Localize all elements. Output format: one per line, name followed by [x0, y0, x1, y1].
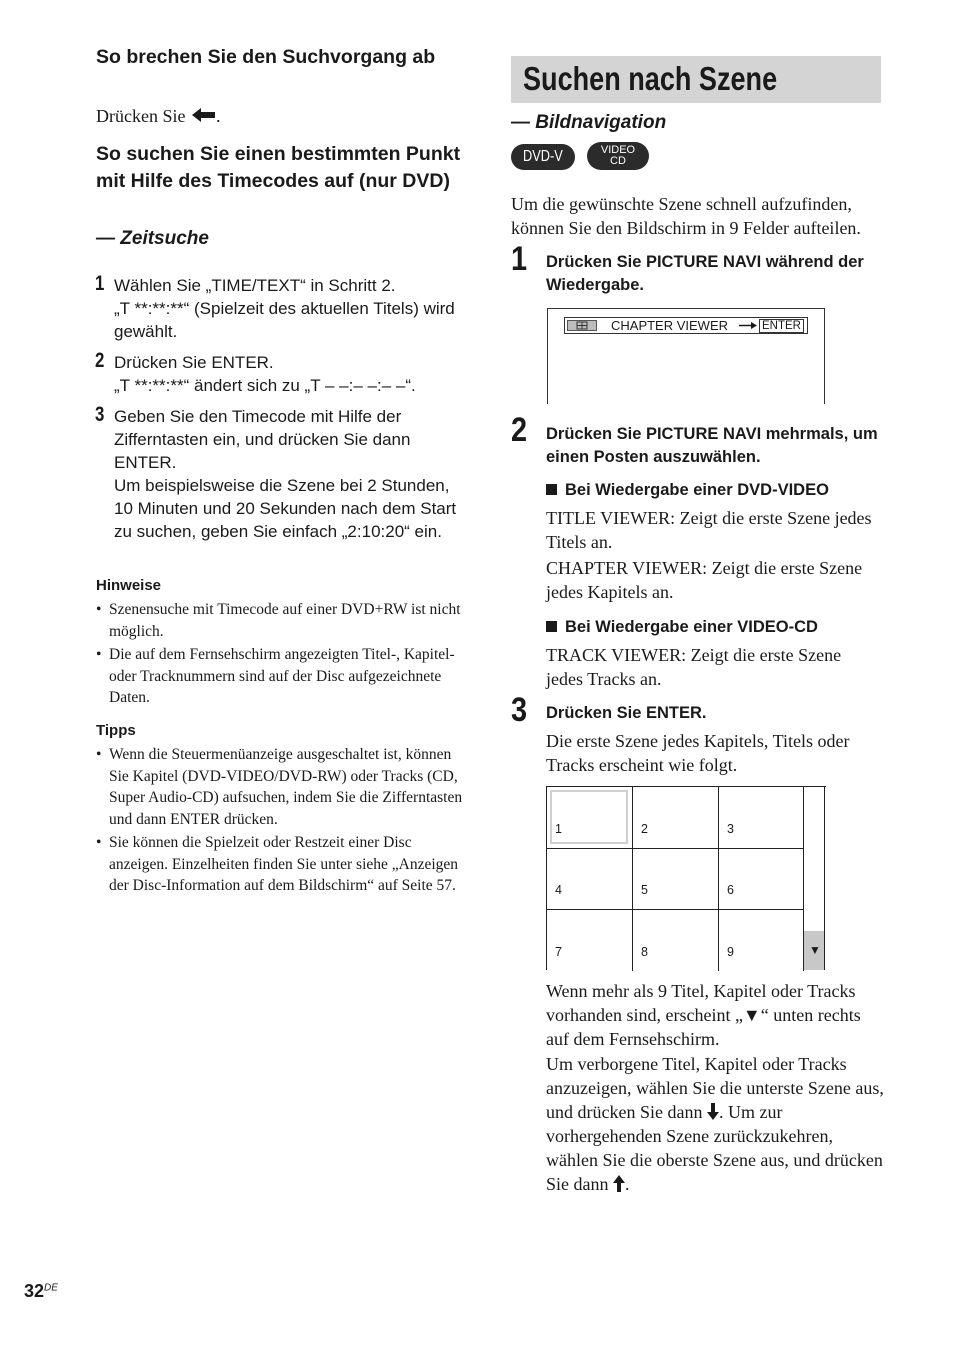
scene-number: 3	[727, 822, 734, 836]
left-step-3	[114, 405, 469, 543]
intro-text: Um die gewünschte Szene schnell aufzufinden, können Sie den Bildschirm in 9 Felder aufteilen.	[511, 194, 861, 238]
page-number-value: 32	[24, 1281, 45, 1301]
scroll-down-arrow-icon: ▼	[809, 943, 821, 957]
timecode-subtitle: — Zeitsuche	[96, 228, 209, 249]
scene-number: 2	[641, 822, 648, 836]
left-step-1-line-2: „T **:**:**“ (Spielzeit des aktuellen Titels) wird gewählt.	[114, 299, 455, 341]
para-more-titles: Wenn mehr als 9 Titel, Kapitel oder Tracks vorhanden sind, erscheint „▼“ unten rechts auf dem Fernsehschirm.	[546, 981, 861, 1049]
osd-label: CHAPTER VIEWER	[611, 318, 729, 333]
scene-cell[interactable]	[547, 787, 633, 849]
para-hidden-titles	[546, 1052, 886, 1196]
left-step-3-line-2: Um beispielsweise die Szene bei 2 Stunden, 10 Minuten und 20 Sekunden nach dem Start zu suchen, geben Sie einfach „2:10:20“ ein.	[114, 476, 457, 541]
para-hidden-c: .	[625, 1174, 630, 1194]
osd-enter: ENTER	[759, 319, 804, 333]
vcd-heading-row	[546, 616, 886, 639]
scene-cell[interactable]	[633, 910, 719, 971]
dvd-line: TITLE VIEWER: Zeigt die erste Szene jedes Titels an.	[546, 508, 872, 552]
left-step-2-number: 2	[95, 349, 105, 372]
scene-number: 7	[555, 945, 562, 959]
tipps-item: • Sie können die Spielzeit oder Restzeit einer Disc anzeigen. Einzelheiten finden Sie unter siehe „Anzeigen der Disc-Information auf dem Bildschirm“ auf Seite 57.	[96, 832, 468, 897]
dvd-heading-row	[546, 479, 886, 502]
scene-number: 5	[641, 883, 648, 897]
osd-bar	[564, 317, 808, 334]
para-hidden-a: Um verborgene Titel, Kapitel oder Tracks anzuzeigen, wählen Sie die unterste Szene aus, und drücken Sie dann	[546, 1054, 884, 1122]
scene-cell[interactable]	[719, 849, 804, 910]
vcd-line: TRACK VIEWER: Zeigt die erste Szene jedes Tracks an.	[546, 645, 842, 689]
page-number-suffix: DE	[44, 1282, 58, 1294]
left-step-3-number: 3	[95, 403, 105, 426]
section-title-bar	[511, 56, 881, 103]
cancel-text-label: Drücken Sie	[96, 106, 186, 126]
right-step-1-number: 1	[511, 240, 528, 278]
vcd-heading: Bei Wiedergabe einer VIDEO-CD	[565, 618, 818, 636]
right-step-3-text: Drücken Sie ENTER.	[546, 704, 707, 722]
dvd-video-badge-label: DVD-V	[523, 148, 563, 165]
scene-grid	[546, 786, 826, 970]
right-arrow-icon	[739, 321, 757, 330]
hinweise-item: • Szenensuche mit Timecode auf einer DVD+RW ist nicht möglich.	[96, 599, 468, 642]
scroll-down-button[interactable]	[804, 931, 824, 970]
tipps-heading: Tipps	[96, 722, 136, 739]
hinweise-list	[96, 599, 468, 709]
video-cd-badge-bottom: CD	[610, 155, 626, 167]
dvd-video-badge	[511, 144, 575, 170]
left-step-1-line-1: Wählen Sie „TIME/TEXT“ in Schritt 2.	[114, 276, 396, 295]
cancel-text	[96, 104, 476, 128]
dvd-list	[546, 506, 886, 604]
square-bullet-icon	[546, 621, 557, 632]
left-step-1	[114, 274, 469, 343]
right-step-2-number: 2	[511, 411, 528, 449]
scene-cell[interactable]	[719, 787, 804, 849]
scene-cell[interactable]	[719, 910, 804, 971]
left-step-3-line-1: Geben Sie den Timecode mit Hilfe der Zifferntasten ein, und drücken Sie dann ENTER.	[114, 407, 411, 472]
section-subtitle: — Bildnavigation	[511, 112, 667, 133]
hinweise-item: • Die auf dem Fernsehschirm angezeigten Titel-, Kapitel- oder Tracknummern sind auf der Disc aufgezeichnete Daten.	[96, 644, 468, 709]
right-step-3-desc: Die erste Szene jedes Kapitels, Titels oder Tracks erscheint wie folgt.	[546, 731, 850, 775]
left-step-1-number: 1	[95, 272, 105, 295]
right-step-1-text: Drücken Sie PICTURE NAVI während der Wiedergabe.	[546, 253, 864, 294]
chapter-viewer-icon	[568, 321, 596, 330]
left-step-2	[114, 351, 469, 397]
tipps-item: • Wenn die Steuermenüanzeige ausgeschaltet ist, können Sie Kapitel (DVD-VIDEO/DVD-RW) oder Tracks (CD, Super Audio-CD) aufsuchen, indem Sie die Zifferntasten und dann ENTER drücken.	[96, 744, 468, 830]
osd-icon-bg	[567, 320, 597, 331]
left-step-2-line-1: Drücken Sie ENTER.	[114, 353, 274, 372]
down-arrow-icon	[707, 1103, 719, 1120]
dvd-heading: Bei Wiedergabe einer DVD-VIDEO	[565, 481, 829, 499]
scene-number: 8	[641, 945, 648, 959]
tipps-list	[96, 744, 468, 897]
left-step-2-line-2: „T **:**:**“ ändert sich zu „T – –:– –:– –“.	[114, 376, 416, 395]
osd-screen	[547, 308, 825, 404]
up-arrow-icon	[613, 1175, 625, 1192]
video-cd-badge-top: VIDEO	[600, 144, 636, 156]
video-cd-badge	[587, 142, 649, 170]
scene-number: 4	[555, 883, 562, 897]
para-hidden-b: . Um zur vorhergehenden Szene zurückzukehren, wählen Sie die oberste Szene aus, und drücken Sie dann	[546, 1102, 883, 1194]
timecode-heading: So suchen Sie einen bestimmten Punkt mit Hilfe des Timecodes auf (nur DVD)	[96, 143, 461, 192]
dvd-line: CHAPTER VIEWER: Zeigt die erste Szene jedes Kapitels an.	[546, 558, 863, 602]
scene-number: 9	[727, 945, 734, 959]
vcd-list	[546, 643, 876, 691]
hinweise-heading: Hinweise	[96, 577, 162, 594]
scene-number: 1	[555, 822, 562, 836]
return-arrow-icon	[192, 108, 216, 122]
grid-scrollbar[interactable]	[804, 787, 825, 970]
cancel-text-end: .	[215, 106, 221, 126]
right-step-3-number: 3	[511, 691, 528, 729]
scene-cell[interactable]	[633, 849, 719, 910]
scene-cell[interactable]	[547, 849, 633, 910]
right-step-2-text: Drücken Sie PICTURE NAVI mehrmals, um einen Posten auszuwählen.	[546, 425, 878, 466]
scene-number: 6	[727, 883, 734, 897]
page-number	[24, 1281, 58, 1302]
square-bullet-icon	[546, 484, 557, 495]
cancel-heading: So brechen Sie den Suchvorgang ab	[96, 46, 436, 68]
scene-cell[interactable]	[547, 910, 633, 971]
scene-cell[interactable]	[633, 787, 719, 849]
section-title: Suchen nach Szene	[523, 60, 778, 97]
